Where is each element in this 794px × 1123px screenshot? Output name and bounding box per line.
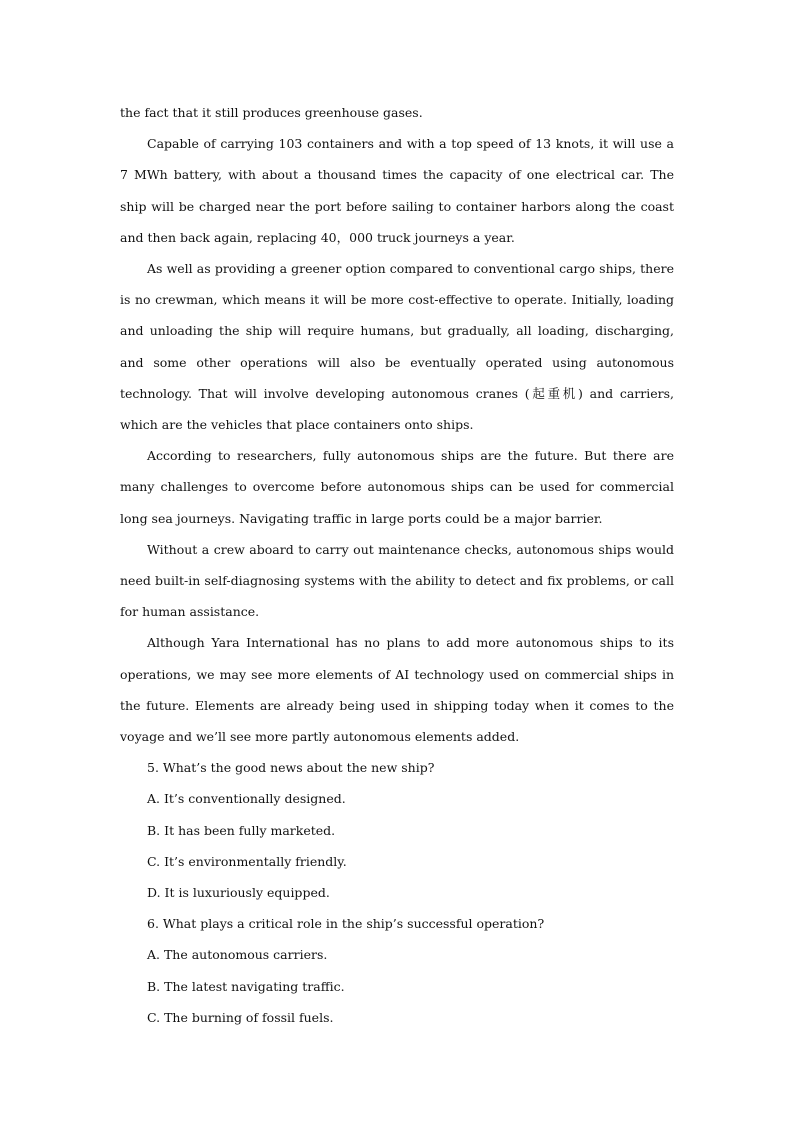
paragraph-continuation: the fact that it still produces greenhouse gases. [120, 105, 423, 120]
paragraph-cost-effectiveness: As well as providing a greener option compared to conventional cargo ships, there is no crewman, which means it will be more cost-effective to operate. Initially, loading and unloading the ship will require humans, but gradually, all loading, discharging, and some other operations will also be eventually operated using autonomous technology. That will involve developing autonomous cranes (起重机) and carriers, which are the vehicles that place containers onto ships. [120, 261, 674, 433]
question-option: C. The burning of fossil fuels. [147, 1009, 334, 1025]
paragraph-challenges: According to researchers, fully autonomous ships are the future. But there are many challenges to overcome before autonomous ships can be used for commercial long sea journeys. Navigating traffic in large ports could be a major barrier. [120, 448, 674, 526]
question-option: D. It is luxuriously equipped. [147, 885, 330, 901]
question-option: A. It’s conventionally designed. [147, 791, 346, 807]
question-option: B. It has been fully marketed. [147, 822, 336, 838]
question-stem: 5. What’s the good news about the new ship? [147, 760, 435, 776]
document-page [120, 97, 674, 1033]
paragraph-ship-capacity: Capable of carrying 103 containers and with a top speed of 13 knots, it will use a 7 MWh battery, with about a thousand times the capacity of one electrical car. The ship will be charged near the port before sailing to container harbors along the coast and then back again, replacing 40，000 truck journeys a year. [120, 136, 674, 245]
paragraph-maintenance: Without a crew aboard to carry out maintenance checks, autonomous ships would need built-in self-diagnosing systems with the ability to detect and fix problems, or call for human assistance. [120, 541, 674, 620]
question-option: B. The latest navigating traffic. [147, 978, 345, 994]
question-option: A. The autonomous carriers. [147, 947, 328, 963]
paragraph-future-ai: Although Yara International has no plans to add more autonomous ships to its operations, we may see more elements of AI technology used on commercial ships in the future. Elements are already being used in shipping today when it comes to the voyage and we’ll see more partly autonomous elements added. [120, 635, 674, 745]
question-5 [120, 752, 674, 908]
question-6 [120, 908, 674, 1033]
question-option: C. It’s environmentally friendly. [147, 853, 347, 869]
question-stem: 6. What plays a critical role in the ship’s successful operation? [147, 916, 545, 932]
